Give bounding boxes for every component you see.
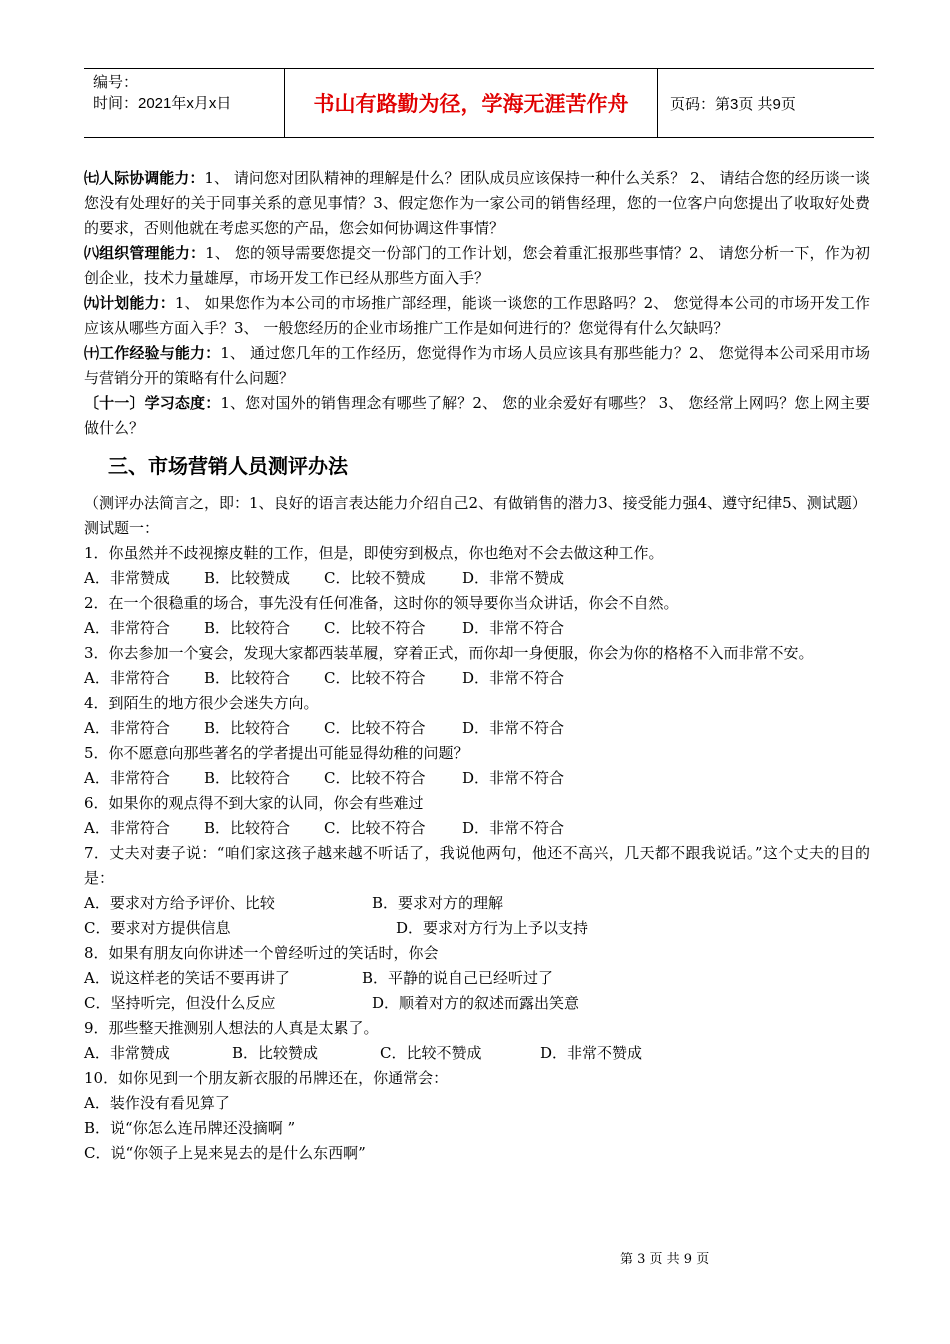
question-9: 9．那些整天推测别人想法的人真是太累了。 xyxy=(84,1019,379,1037)
section-heading-3: 三、市场营销人员测评办法 xyxy=(108,454,348,478)
question-2: 2．在一个很稳重的场合，事先没有任何准备，这时你的领导要你当众讲话，你会不自然。 xyxy=(84,594,679,612)
option-c: C．比较不符合 xyxy=(324,669,426,687)
option-c: C．比较不符合 xyxy=(324,769,426,787)
option-c: C．说“你领子上晃来晃去的是什么东西啊” xyxy=(84,1144,366,1162)
document-body xyxy=(84,166,870,1166)
option-a: A．要求对方给予评价、比较 xyxy=(84,894,275,912)
header-meta xyxy=(84,69,285,137)
option-b: B．说“你怎么连吊牌还没摘啊 ” xyxy=(84,1119,296,1137)
header-motto: 书山有路勤为径，学海无涯苦作舟 xyxy=(285,69,658,137)
intro-text: （测评办法简言之，即：1、良好的语言表达能力介绍自己2、有做销售的潜力3、接受能力强4、遵守纪律5、测试题） xyxy=(84,494,867,512)
option-c: C．坚持听完，但没什么反应 xyxy=(84,994,276,1012)
section-7-heading: ㈦人际协调能力： xyxy=(84,169,205,187)
option-a: A．非常符合 xyxy=(84,719,170,737)
test-title: 测试题一： xyxy=(84,519,160,537)
section-7-text: 1、 请问您对团队精神的理解是什么？团队成员应该保持一种什么关系？ 2、 请结合您的经历谈一谈您没有处理好的关于同事关系的意见事情？3、假定您作为一家公司的销售经理，您的一位客户向您提出了收取好处费的要求，否则他就在考虑买您的产品，您会如何协调这件事情？ xyxy=(84,169,870,237)
number-label: 编号： xyxy=(93,74,139,91)
question-5-options xyxy=(84,766,870,791)
section-10-text: 1、 通过您几年的工作经历，您觉得作为市场人员应该具有那些能力？2、 您觉得本公司采用市场与营销分开的策略有什么问题？ xyxy=(84,344,870,387)
section-11-heading: 〔十一〕学习态度： xyxy=(84,394,221,412)
section-8-text: 1、 您的领导需要您提交一份部门的工作计划，您会着重汇报那些事情？2、 请您分析一下，作为初创企业，技术力量雄厚，市场开发工作已经从那些方面入手？ xyxy=(84,244,870,287)
header-page-label: 页码：第3页 共9页 xyxy=(670,96,796,113)
option-a: A．装作没有看见算了 xyxy=(84,1094,230,1112)
question-1: 1．你虽然并不歧视擦皮鞋的工作，但是，即使穷到极点，你也绝对不会去做这种工作。 xyxy=(84,544,664,562)
question-6-options xyxy=(84,816,870,841)
question-5: 5．你不愿意向那些著名的学者提出可能显得幼稚的问题？ xyxy=(84,744,469,762)
question-7-options-ab xyxy=(84,891,870,916)
option-d: D．非常不赞成 xyxy=(540,1044,643,1062)
section-10-heading: ㈩工作经验与能力： xyxy=(84,344,221,362)
option-b: B．要求对方的理解 xyxy=(372,894,504,912)
section-7 xyxy=(84,166,870,241)
option-d: D．非常不符合 xyxy=(462,619,565,637)
option-a: A．非常符合 xyxy=(84,669,170,687)
option-c: C．比较不符合 xyxy=(324,719,426,737)
question-8: 8．如果有朋友向你讲述一个曾经听过的笑话时，你会 xyxy=(84,944,439,962)
option-b: B．比较符合 xyxy=(204,719,291,737)
time-label: 时间：2021年x月x日 xyxy=(93,95,232,112)
question-6: 6．如果你的观点得不到大家的认同，你会有些难过 xyxy=(84,794,424,812)
option-d: D．顺着对方的叙述而露出笑意 xyxy=(372,994,580,1012)
section-9-heading: ㈨计划能力： xyxy=(84,294,175,312)
section-9-text: 1、 如果您作为本公司的市场推广部经理，能谈一谈您的工作思路吗？2、 您觉得本公司的市场开发工作应该从哪些方面入手？3、 一般您经历的企业市场推广工作是如何进行的？您觉得有什么欠缺吗？ xyxy=(84,294,870,337)
option-a: A．非常赞成 xyxy=(84,1044,170,1062)
question-7: 7．丈夫对妻子说：“咱们家这孩子越来越不听话了，我说他两句，他还不高兴，几天都不跟我说话。”这个丈夫的目的是： xyxy=(84,844,870,887)
section-11-text: 1、您对国外的销售理念有哪些了解？2、 您的业余爱好有哪些？ 3、 您经常上网吗？您上网主要做什么？ xyxy=(84,394,870,437)
question-10: 10．如你见到一个朋友新衣服的吊牌还在，你通常会： xyxy=(84,1069,449,1087)
option-c: C．比较不符合 xyxy=(324,619,426,637)
option-d: D．非常不赞成 xyxy=(462,569,565,587)
question-3-options xyxy=(84,666,870,691)
question-7-options-cd xyxy=(84,916,870,941)
option-b: B．比较符合 xyxy=(204,619,291,637)
option-a: A．非常符合 xyxy=(84,619,170,637)
option-b: B．比较符合 xyxy=(204,669,291,687)
section-10 xyxy=(84,341,870,391)
question-8-options-ab xyxy=(84,966,870,991)
page-header xyxy=(84,68,874,138)
option-c: C．比较不赞成 xyxy=(324,569,426,587)
option-d: D．非常不符合 xyxy=(462,769,565,787)
option-a: A．非常符合 xyxy=(84,769,170,787)
question-8-options-cd xyxy=(84,991,870,1016)
option-d: D．非常不符合 xyxy=(462,719,565,737)
question-1-options xyxy=(84,566,870,591)
option-d: D．非常不符合 xyxy=(462,819,565,837)
question-2-options xyxy=(84,616,870,641)
option-d: D．非常不符合 xyxy=(462,669,565,687)
question-4: 4．到陌生的地方很少会迷失方向。 xyxy=(84,694,319,712)
option-a: A．说这样老的笑话不要再讲了 xyxy=(84,969,290,987)
option-b: B．比较符合 xyxy=(204,819,291,837)
section-11 xyxy=(84,391,870,441)
option-a: A．非常符合 xyxy=(84,819,170,837)
option-c: C．比较不赞成 xyxy=(380,1044,482,1062)
question-4-options xyxy=(84,716,870,741)
option-b: B．比较赞成 xyxy=(232,1044,319,1062)
question-3: 3．你去参加一个宴会，发现大家都西装革履，穿着正式，而你却一身便服，你会为你的格格不入而非常不安。 xyxy=(84,644,814,662)
option-b: B．比较赞成 xyxy=(204,569,291,587)
option-b: B．比较符合 xyxy=(204,769,291,787)
option-c: C．要求对方提供信息 xyxy=(84,919,231,937)
section-8-heading: ㈧组织管理能力： xyxy=(84,244,206,262)
section-8 xyxy=(84,241,870,291)
page-footer: 第 3 页 共 9 页 xyxy=(620,1252,710,1267)
option-b: B．平静的说自己已经听过了 xyxy=(362,969,554,987)
question-9-options xyxy=(84,1041,870,1066)
option-c: C．比较不符合 xyxy=(324,819,426,837)
option-a: A．非常赞成 xyxy=(84,569,170,587)
section-9 xyxy=(84,291,870,341)
option-d: D．要求对方行为上予以支持 xyxy=(396,919,589,937)
